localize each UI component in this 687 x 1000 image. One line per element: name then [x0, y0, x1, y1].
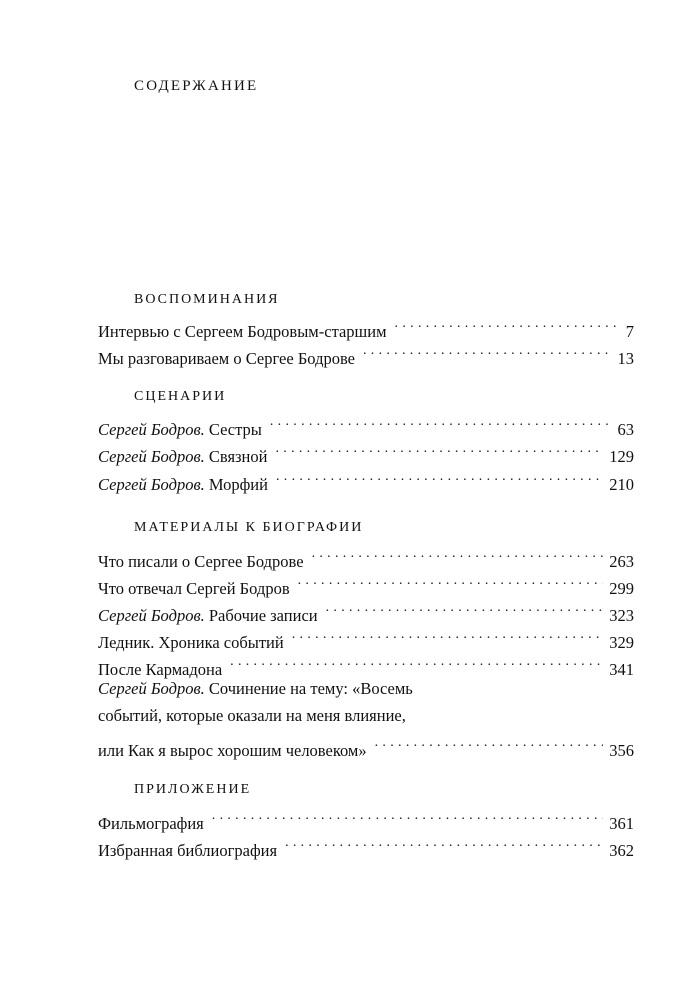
contents-title: СОДЕРЖАНИЕ	[134, 78, 259, 94]
toc-entry[interactable]	[98, 621, 634, 652]
leader-dots	[395, 310, 620, 337]
toc-entry-title: Что писали о Сергее Бодрове	[98, 552, 304, 571]
toc-entry-page: 356	[609, 741, 634, 760]
toc-entry-title-line: Сочинение на тему: «Восемь	[208, 679, 413, 698]
leader-dots	[276, 463, 603, 490]
toc-entry-title-line: или Как я вырос хорошим человеком»	[98, 741, 367, 760]
leader-dots	[212, 802, 603, 829]
section-heading-memories: ВОСПОМИНАНИЯ	[134, 292, 280, 307]
leader-dots	[298, 567, 604, 594]
leader-dots	[375, 729, 604, 756]
section-heading-scripts: СЦЕНАРИИ	[134, 389, 227, 404]
leader-dots	[292, 621, 604, 648]
toc-entry[interactable]	[98, 435, 634, 466]
section-heading-biography: МАТЕРИАЛЫ К БИОГРАФИИ	[134, 520, 364, 535]
toc-entry-page: 329	[609, 633, 634, 652]
toc-entry-title: Рабочие записи	[208, 606, 318, 625]
toc-entry-title: Что отвечал Сергей Бодров	[98, 579, 290, 598]
toc-entry[interactable]	[98, 337, 634, 368]
toc-entry-title: Интервью с Сергеем Бодровым-старшим	[98, 322, 387, 341]
toc-entry[interactable]	[98, 540, 634, 571]
leader-dots	[270, 408, 612, 435]
toc-entry[interactable]	[98, 829, 634, 860]
toc-entry-title: Избранная библиография	[98, 841, 278, 860]
toc-entry-page: 13	[617, 349, 634, 368]
toc-entry-author: Сергей Бодров.	[98, 447, 205, 466]
toc-entry-author: Сергей Бодров.	[98, 679, 205, 698]
toc-entry[interactable]	[98, 310, 634, 341]
toc-entry-title: Сестры	[208, 420, 262, 439]
leader-dots	[285, 829, 603, 856]
toc-entry-page: 63	[617, 420, 634, 439]
toc-entry[interactable]	[98, 408, 634, 439]
toc-entry-multiline[interactable]	[98, 675, 634, 760]
toc-entry-title: Связной	[208, 447, 268, 466]
toc-entry-title: Ледник. Хроника событий	[98, 633, 284, 652]
toc-entry-page: 299	[609, 579, 634, 598]
toc-entry-page: 210	[609, 475, 634, 494]
leader-dots	[363, 337, 612, 364]
toc-entry-page: 7	[625, 322, 634, 341]
toc-entry[interactable]	[98, 567, 634, 598]
toc-entry[interactable]	[98, 648, 634, 679]
section-heading-appendix: ПРИЛОЖЕНИЕ	[134, 782, 252, 797]
toc-entry[interactable]	[98, 594, 634, 625]
toc-entry-page: 129	[609, 447, 634, 466]
toc-entry-page: 323	[609, 606, 634, 625]
toc-entry-page: 361	[609, 814, 634, 833]
toc-entry-title-line: событий, которые оказали на меня влияние,	[98, 706, 406, 725]
leader-dots	[326, 594, 604, 621]
toc-entry-title: Мы разговариваем о Сергее Бодрове	[98, 349, 355, 368]
leader-dots	[312, 540, 604, 567]
leader-dots	[275, 435, 603, 462]
toc-entry-title: Фильмография	[98, 814, 204, 833]
toc-entry-author: Сергей Бодров.	[98, 606, 205, 625]
toc-entry-title: После Кармадона	[98, 660, 223, 679]
toc-entry-author: Сергей Бодров.	[98, 420, 205, 439]
toc-entry-page: 263	[609, 552, 634, 571]
toc-entry[interactable]	[98, 463, 634, 494]
toc-entry-title: Морфий	[208, 475, 268, 494]
toc-entry-author: Сергей Бодров.	[98, 475, 205, 494]
leader-dots	[230, 648, 603, 675]
toc-entry[interactable]	[98, 802, 634, 833]
toc-entry-page: 341	[609, 660, 634, 679]
toc-entry-page: 362	[609, 841, 634, 860]
